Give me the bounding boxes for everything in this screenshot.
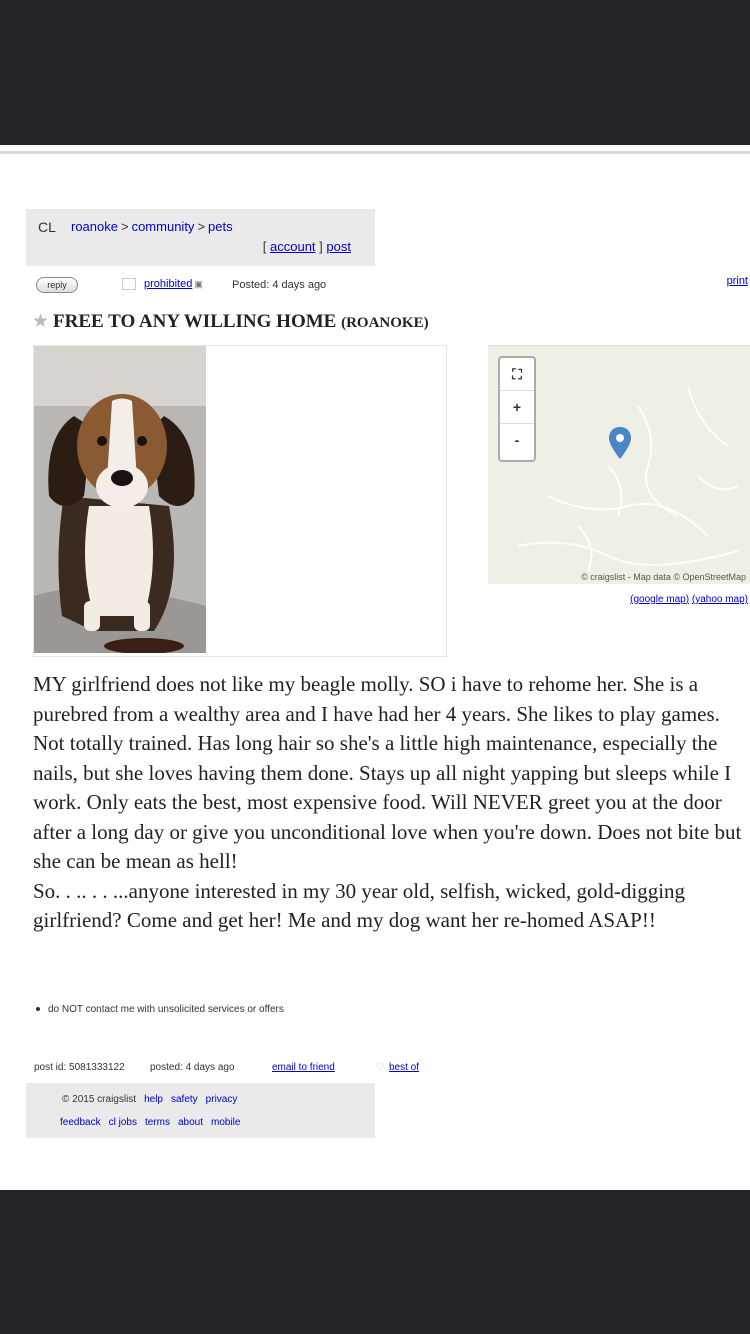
footer-link[interactable]: safety [170,1094,198,1105]
dog-photo[interactable] [34,346,206,653]
posting-body [33,670,749,936]
favorite-star-icon[interactable]: ★ [32,311,50,332]
map-credit: © craigslist - Map data © OpenStreetMap [581,572,746,582]
map-links [488,594,748,605]
posted-date: Posted: 4 days ago [232,279,327,291]
craigslist-logo[interactable]: CL [38,219,56,235]
heart-icon[interactable]: ♡ [376,1062,385,1073]
footer-row-2 [60,1117,248,1128]
account-links [263,239,351,254]
posting-paragraph: So. . .. . . ...anyone interested in my 30 year old, selfish, wicked, gold-digging girlfriend? Come and get her! Me and my dog want her re-homed ASAP!! [33,878,686,932]
map-zoom-controls [498,356,536,462]
bracket-open: [ [262,239,267,254]
action-row [34,275,750,295]
contact-notice [36,1004,284,1015]
map-pin-icon[interactable] [608,426,632,460]
breadcrumb [26,209,375,266]
status-bar-area [0,0,750,145]
footer-link[interactable]: about [177,1117,203,1128]
account-link[interactable]: account [270,239,316,254]
post-link[interactable]: post [326,239,351,254]
footer-link[interactable]: privacy [205,1094,238,1105]
breadcrumb-separator: > [197,219,206,234]
footer-link[interactable]: feedback [60,1117,101,1128]
divider [0,151,750,154]
zoom-out-button[interactable]: - [514,432,520,448]
post-id: post id: 5081333122 [34,1062,125,1073]
bottom-bar-area [0,1190,750,1334]
footer-row-1 [62,1094,245,1105]
breadcrumb-section[interactable]: community [131,219,195,234]
image-gallery[interactable] [33,345,447,657]
screenshot-page [0,145,750,1190]
breadcrumb-category[interactable]: pets [208,219,233,234]
help-icon[interactable]: ▣ [194,279,203,289]
best-of-link[interactable]: best of [389,1062,420,1073]
location-map[interactable] [488,345,750,584]
flag-prohibited[interactable] [122,278,203,290]
title-text: FREE TO ANY WILLING HOME [53,311,337,332]
bracket-close: ] [319,239,323,254]
bullet-icon [36,1007,40,1011]
copyright: © 2015 craigslist [62,1094,137,1105]
prohibited-link[interactable]: prohibited [144,278,193,290]
footer-link[interactable]: cl jobs [108,1117,137,1128]
breadcrumb-separator: > [120,219,129,234]
title-location: (ROANOKE) [341,315,429,331]
print-link[interactable]: print [726,275,748,287]
listing-title [32,310,429,333]
site-footer [26,1083,375,1138]
email-to-friend-link[interactable]: email to friend [272,1062,335,1073]
breadcrumb-links [71,219,233,234]
google-map-link[interactable]: (google map) [630,594,690,605]
zoom-in-button[interactable]: + [500,391,534,424]
flag-checkbox[interactable] [122,278,136,290]
posting-paragraph: MY girlfriend does not like my beagle molly. SO i have to rehome her. She is a purebred from a wealthy area and I have had her 4 years. She likes to play games. Not totally trained. Has long hair so she's a little high maintenance, especially the nails, but she loves having them done. Stays up all night yapping but sleeps while I work. Only eats the best, most expensive food. Will NEVER greet you at the door after a long day or give you unconditional love when you're down. Does not bite but she can be mean as hell! [33,672,742,873]
breadcrumb-site[interactable]: roanoke [71,219,118,234]
fullscreen-icon[interactable]: ⛶ [500,358,534,391]
posted-date-footer: posted: 4 days ago [150,1062,235,1073]
footer-link[interactable]: help [144,1094,163,1105]
footer-link[interactable]: terms [144,1117,170,1128]
reply-button[interactable]: reply [36,277,78,293]
footer-link[interactable]: mobile [210,1117,241,1128]
yahoo-map-link[interactable]: (yahoo map) [691,594,748,605]
notice-text: do NOT contact me with unsolicited services or offers [48,1004,284,1015]
